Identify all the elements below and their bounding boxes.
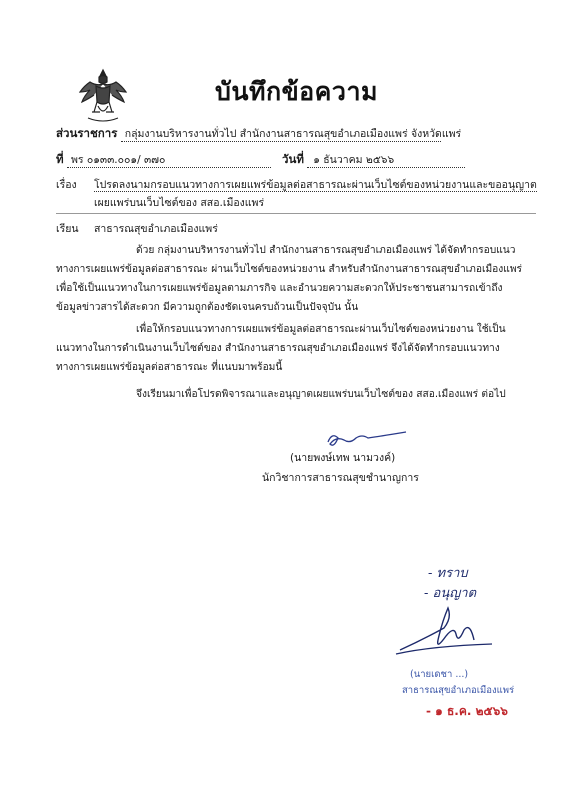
para1-line-3: เพื่อใช้เป็นแนวทางในการเผยแพร่ข้อมูลตามภารกิจ และอำนวยความสะดวกให้ประชาชนสามารถเข้าถึง — [56, 283, 503, 294]
reference-row — [56, 153, 271, 168]
document-title: บันทึกข้อความ — [215, 77, 378, 106]
director-signature-image — [392, 600, 502, 664]
stamp-position: สาธารณสุขอำเภอเมืองแพร่ — [402, 685, 515, 696]
agency-value: กลุ่มงานบริหารงานทั่วไป สำนักงานสาธารณสุขอำเภอเมืองแพร่ จังหวัดแพร่ — [121, 128, 441, 142]
para1-line-1: ด้วย กลุ่มงานบริหารงานทั่วไป สำนักงานสาธารณสุขอำเภอเมืองแพร่ ได้จัดทำกรอบแนว — [136, 245, 516, 256]
reference-number: พร ๐๑๓๓.๐๐๑/ ๓๗๐ — [67, 154, 271, 168]
para1-line-4: ข้อมูลข่าวสารได้สะดวก มีความถูกต้องชัดเจนครบถ้วนเป็นปัจจุบัน นั้น — [56, 302, 359, 313]
agency-label: ส่วนราชการ — [56, 126, 118, 140]
stamp-date: - ๑ ธ.ค. ๒๕๖๖ — [426, 704, 508, 718]
garuda-emblem-icon — [78, 68, 128, 124]
note-approved: - อนุญาต — [424, 586, 477, 601]
signer-name: (นายพงษ์เทพ นามวงค์) — [290, 452, 396, 464]
subject-line-2: เผยแพร่บนเว็บไซต์ของ สสอ.เมืองแพร่ — [94, 197, 265, 209]
closing-line: จึงเรียนมาเพื่อโปรดพิจารณาและอนุญาตเผยแพร่บนเว็บไซต์ของ สสอ.เมืองแพร่ ต่อไป — [136, 389, 506, 400]
subject-line-1: โปรดลงนามกรอบแนวทางการเผยแพร่ข้อมูลต่อสาธารณะผ่านเว็บไซต์ของหน่วยงานและขออนุญาต — [94, 179, 537, 191]
to-value: สาธารณสุขอำเภอเมืองแพร่ — [94, 223, 218, 235]
agency-row — [56, 126, 462, 142]
note-acknowledged: - ทราบ — [428, 566, 468, 581]
para1-line-2: ทางการเผยแพร่ข้อมูลต่อสาธารณะ ผ่านเว็บไซต์ของหน่วยงาน สำหรับสำนักงานสาธารณสุขอำเภอเมืองแพร่ — [56, 264, 523, 275]
to-label: เรียน — [56, 223, 79, 235]
subject-label: เรื่อง — [56, 179, 77, 191]
header-divider — [56, 213, 536, 214]
para2-line-1: เพื่อให้กรอบแนวทางการเผยแพร่ข้อมูลต่อสาธารณะผ่านเว็บไซต์ของหน่วยงาน ใช้เป็น — [136, 324, 506, 335]
date-value: ๑ ธันวาคม ๒๕๖๖ — [307, 154, 465, 168]
signer-position: นักวิชาการสาธารณสุขชำนาญการ — [262, 472, 419, 484]
date-label: วันที่ — [282, 152, 304, 166]
para2-line-3: ทางการเผยแพร่ข้อมูลต่อสาธารณะ ที่แนบมาพร้อมนี้ — [56, 362, 283, 373]
date-row — [282, 153, 465, 168]
para2-line-2: แนวทางในการดำเนินงานเว็บไซต์ของ สำนักงานสาธารณสุขอำเภอเมืองแพร่ จึงได้จัดทำกรอบแนวทาง — [56, 343, 500, 354]
reference-label: ที่ — [56, 152, 64, 166]
stamp-name: (นายเดชา ...) — [410, 669, 469, 680]
